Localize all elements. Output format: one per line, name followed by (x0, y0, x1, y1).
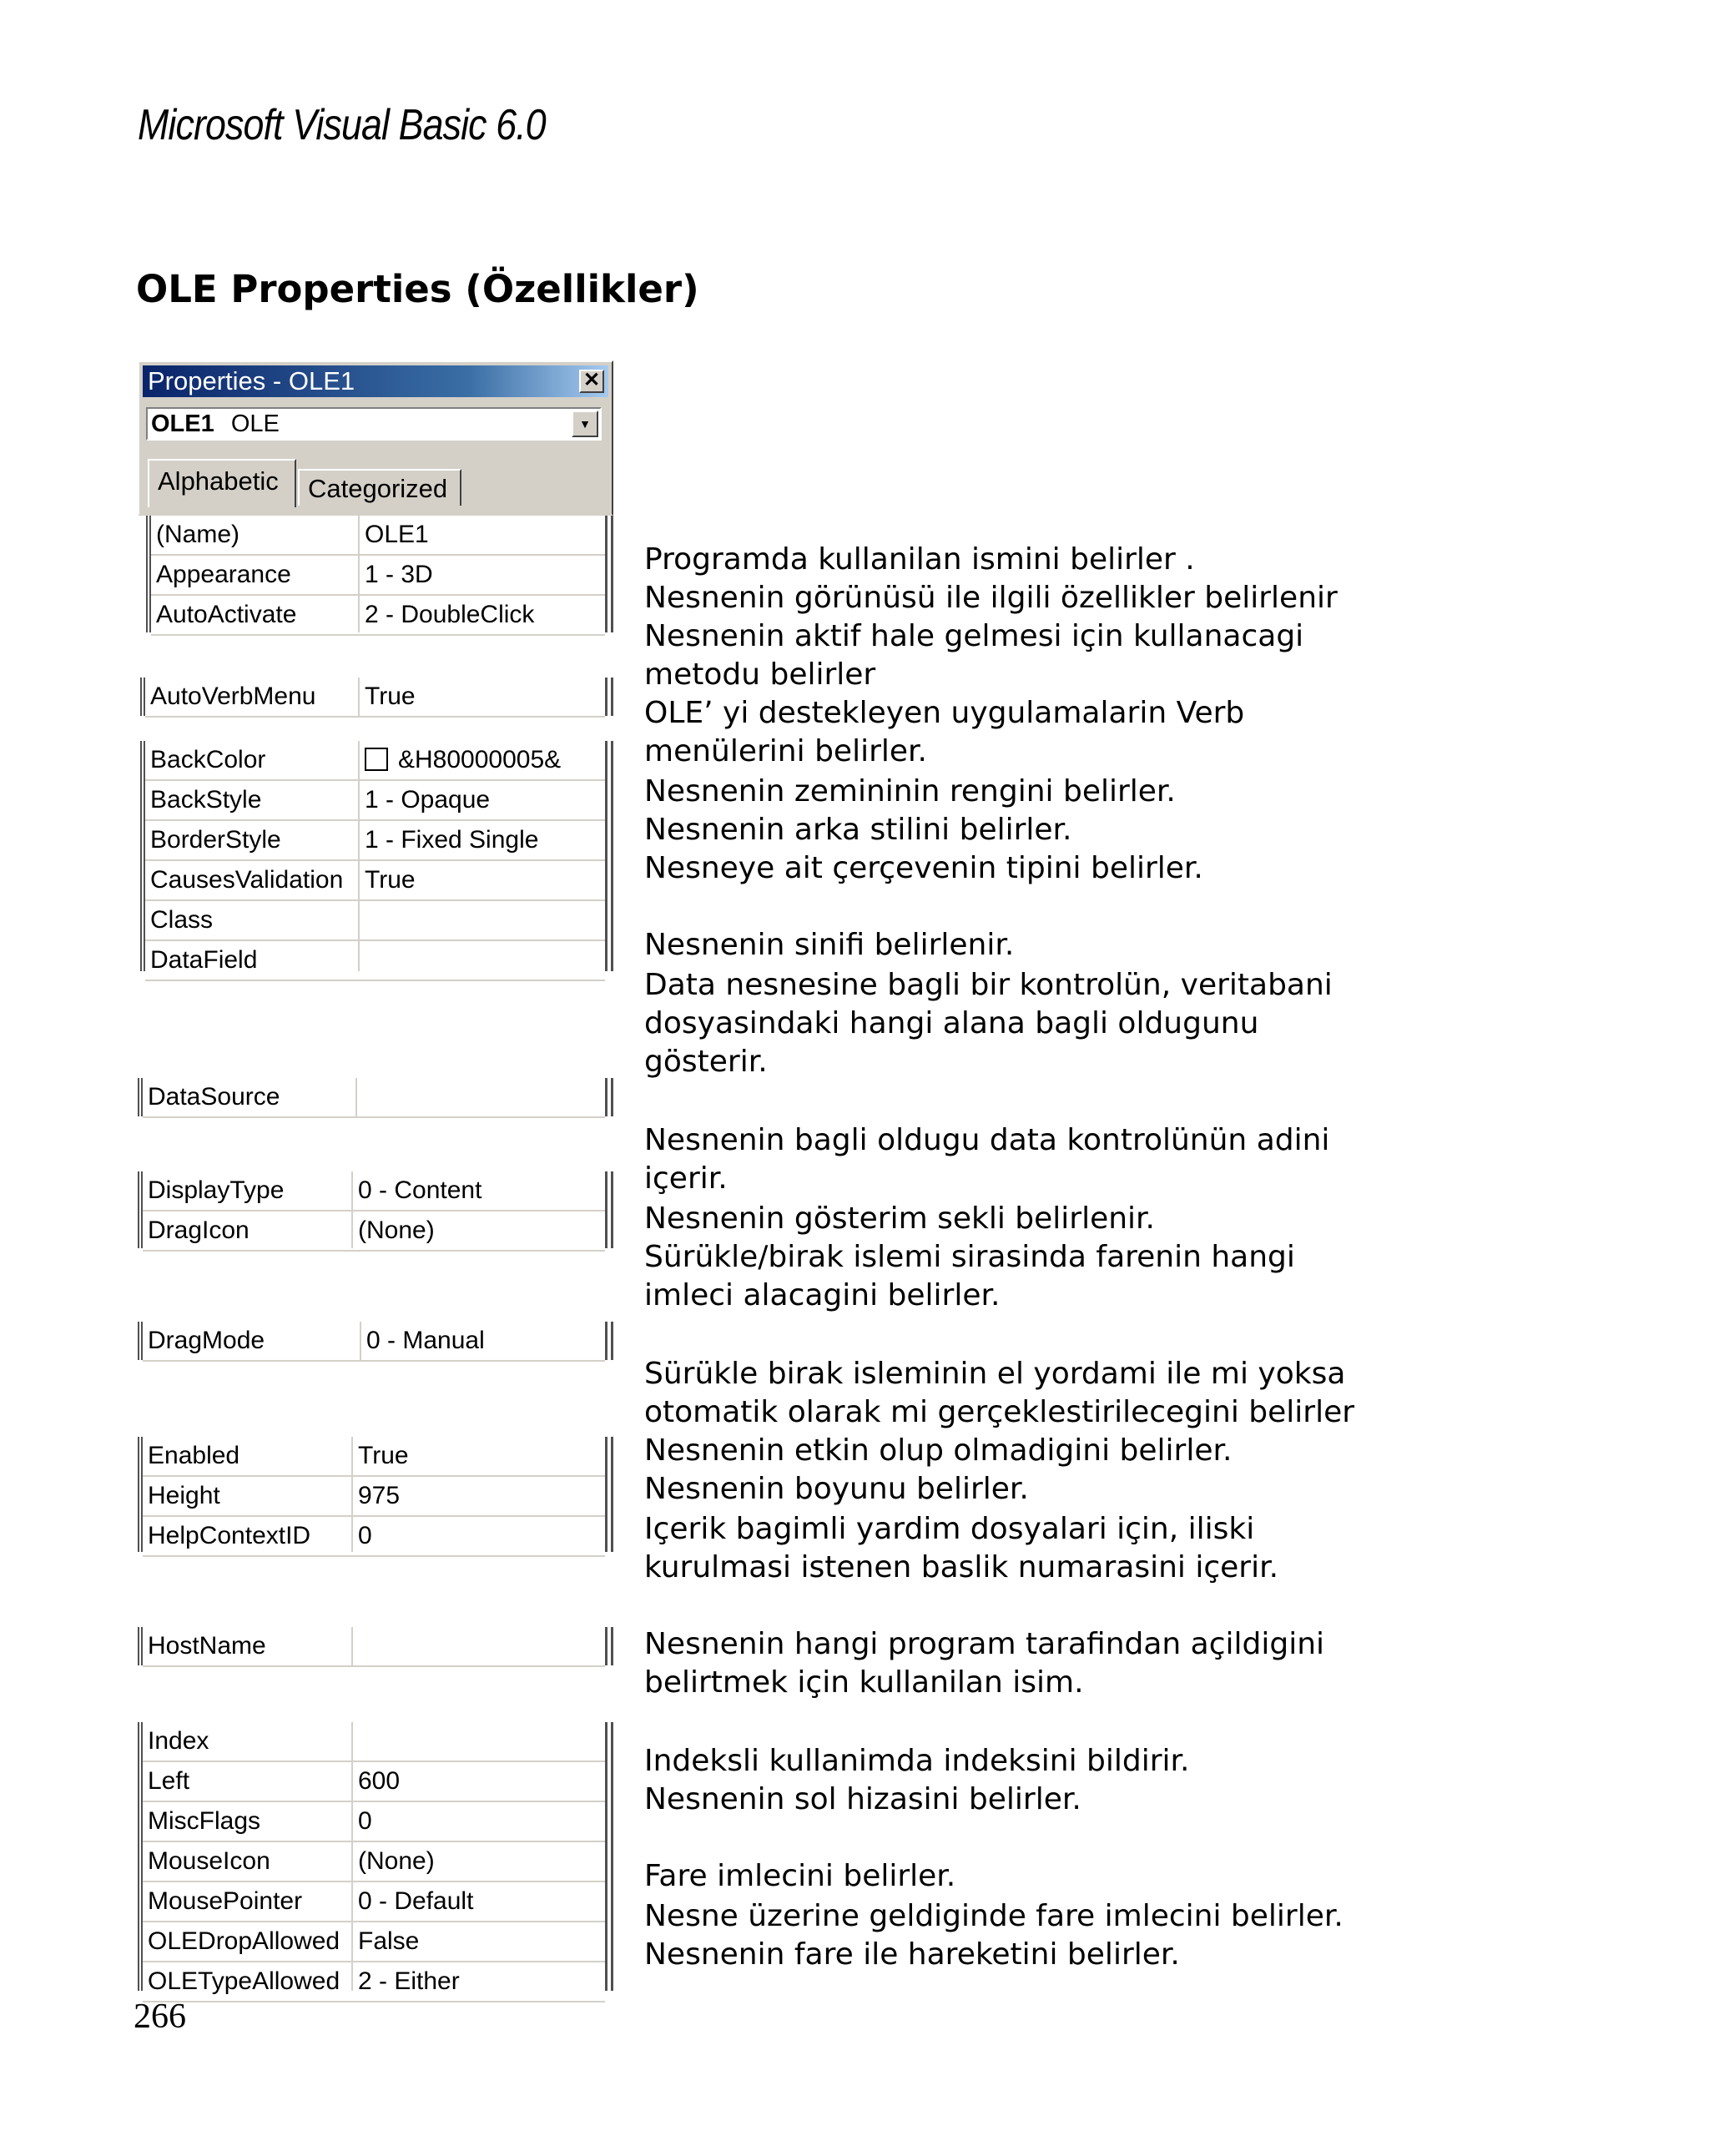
property-row[interactable] (143, 1078, 605, 1118)
description-line: gösterir. (644, 1045, 768, 1079)
property-value[interactable]: 1 - Opaque (365, 786, 491, 814)
property-row[interactable] (143, 1171, 605, 1211)
property-name: BackStyle (150, 786, 262, 814)
property-name: HelpContextID (148, 1522, 311, 1549)
description-line: Data nesnesine bagli bir kontrolün, veritabani (644, 968, 1333, 1002)
property-value[interactable]: False (358, 1927, 420, 1955)
property-value[interactable]: 1 - Fixed Single (365, 826, 539, 854)
property-row[interactable] (151, 556, 605, 596)
property-name: Class (150, 906, 214, 934)
description-line: Nesnenin boyunu belirler. (644, 1472, 1029, 1506)
tab-categorized[interactable]: Categorized (298, 469, 461, 506)
property-name: MiscFlags (148, 1807, 261, 1835)
object-selector[interactable] (146, 407, 602, 441)
property-row[interactable] (143, 1922, 605, 1962)
property-value-text: &H80000005& (398, 746, 562, 773)
description-line: metodu belirler (644, 657, 876, 692)
description-line: Nesnenin aktif hale gelmesi için kullanacagi (644, 619, 1304, 653)
property-row[interactable] (145, 781, 605, 821)
description-line: Indeksli kullanimda indeksini bildirir. (644, 1744, 1190, 1778)
property-row[interactable] (143, 1842, 605, 1882)
property-row[interactable] (143, 1762, 605, 1802)
property-name: AutoActivate (156, 601, 297, 628)
property-name: HostName (148, 1632, 266, 1660)
description-line: Nesnenin fare ile hareketini belirler. (644, 1937, 1180, 1972)
description-line: OLE’ yi destekleyen uygulamalarin Verb (644, 696, 1245, 730)
property-value[interactable]: 975 (358, 1482, 401, 1509)
description-line: Nesneye ait çerçevenin tipini belirler. (644, 851, 1203, 885)
property-value[interactable]: OLE1 (365, 521, 429, 548)
property-row[interactable] (145, 741, 605, 781)
property-grid-segment (138, 1078, 613, 1116)
property-name: CausesValidation (150, 866, 344, 894)
description-line: Nesnenin hangi program tarafindan açildigini (644, 1627, 1325, 1661)
description-line: Nesnenin sinifi belirlenir. (644, 928, 1015, 962)
property-row[interactable] (145, 941, 605, 981)
property-row[interactable] (143, 1477, 605, 1517)
property-name: DataField (150, 946, 258, 974)
close-icon[interactable]: ✕ (579, 370, 604, 393)
description-line: Programda kullanilan ismini belirler . (644, 542, 1195, 577)
property-name: DataSource (148, 1083, 280, 1111)
property-grid-segment (140, 678, 613, 716)
property-row[interactable] (145, 678, 605, 718)
property-name: OLETypeAllowed (148, 1967, 340, 1995)
description-line: belirtmek için kullanilan isim. (644, 1665, 1084, 1700)
property-row[interactable] (143, 1211, 605, 1252)
property-name: Left (148, 1767, 190, 1795)
running-header: Microsoft Visual Basic 6.0 (138, 101, 546, 149)
property-value[interactable]: (None) (358, 1847, 435, 1875)
property-row[interactable] (151, 596, 605, 636)
window-title: Properties - OLE1 (148, 366, 355, 395)
property-grid-segment (138, 1437, 613, 1552)
description-line: imleci alacagini belirler. (644, 1278, 1001, 1312)
tab-alphabetic[interactable]: Alphabetic (148, 459, 296, 507)
property-name: OLEDropAllowed (148, 1927, 340, 1955)
property-row[interactable] (143, 1882, 605, 1922)
property-name: Height (148, 1482, 220, 1509)
description-line: Nesnenin sol hizasini belirler. (644, 1782, 1081, 1816)
property-row[interactable] (145, 821, 605, 861)
property-name: MousePointer (148, 1887, 303, 1915)
property-value[interactable]: True (365, 866, 416, 894)
property-row[interactable] (143, 1627, 605, 1667)
property-name: Enabled (148, 1442, 240, 1469)
property-row[interactable] (143, 1322, 605, 1362)
property-value[interactable]: 2 - Either (358, 1967, 460, 1995)
section-title: OLE Properties (Özellikler) (136, 267, 699, 311)
property-name: DragIcon (148, 1217, 250, 1244)
property-grid-segment (140, 741, 613, 974)
property-grid-segment (138, 1627, 613, 1665)
color-swatch (365, 748, 388, 771)
description-line: otomatik olarak mi gerçeklestirilecegini belirler (644, 1395, 1355, 1429)
property-row[interactable] (143, 1722, 605, 1762)
description-line: Nesnenin zemininin rengini belirler. (644, 774, 1176, 808)
description-line: Sürükle birak isleminin el yordami ile mi yoksa (644, 1357, 1346, 1391)
property-name: MouseIcon (148, 1847, 270, 1875)
property-row[interactable] (151, 516, 605, 556)
property-name: BackColor (150, 746, 266, 773)
property-value[interactable]: 0 - Manual (366, 1327, 485, 1354)
property-row[interactable] (145, 861, 605, 901)
property-grid-segment (138, 1171, 613, 1248)
description-line: Nesne üzerine geldiginde fare imlecini belirler. (644, 1899, 1344, 1933)
property-grid-segment (138, 1322, 613, 1360)
property-grid-segment (146, 516, 613, 632)
object-name: OLE1 (151, 411, 214, 437)
property-value[interactable]: (None) (358, 1217, 435, 1244)
properties-window (138, 360, 613, 516)
property-value[interactable]: 0 - Default (358, 1887, 474, 1915)
property-value[interactable]: 0 (358, 1522, 372, 1549)
property-value[interactable] (365, 746, 561, 774)
description-line: Nesnenin bagli oldugu data kontrolünün adini (644, 1123, 1330, 1157)
window-titlebar[interactable] (143, 365, 608, 397)
property-value[interactable]: True (365, 683, 416, 710)
description-line: kurulmasi istenen baslik numarasini içerir. (644, 1550, 1279, 1584)
description-line: Nesnenin görünüsü ile ilgili özellikler belirlenir (644, 581, 1338, 615)
object-type: OLE (230, 411, 280, 437)
page-number: 266 (134, 1997, 186, 2036)
description-line: dosyasindaki hangi alana bagli oldugunu (644, 1006, 1259, 1040)
property-name: DisplayType (148, 1176, 285, 1204)
property-row[interactable] (143, 1517, 605, 1557)
chevron-down-icon[interactable]: ▼ (572, 411, 598, 437)
property-name: Index (148, 1727, 209, 1755)
description-line: Fare imlecini belirler. (644, 1859, 956, 1893)
description-line: menülerini belirler. (644, 734, 927, 768)
property-value[interactable]: 0 (358, 1807, 372, 1835)
property-row[interactable] (143, 1962, 605, 2002)
property-name: AutoVerbMenu (150, 683, 316, 710)
property-name: BorderStyle (150, 826, 281, 854)
description-line: Sürükle/birak islemi sirasinda farenin hangi (644, 1240, 1295, 1274)
property-name: Appearance (156, 561, 291, 588)
description-line: Içerik bagimli yardim dosyalari için, iliski (644, 1512, 1255, 1546)
property-value[interactable]: 1 - 3D (365, 561, 433, 588)
property-value[interactable]: 0 - Content (358, 1176, 482, 1204)
property-row[interactable] (145, 901, 605, 941)
property-name: (Name) (156, 521, 240, 548)
property-name: DragMode (148, 1327, 265, 1354)
property-grid-segment (138, 1722, 613, 1995)
property-row[interactable] (143, 1802, 605, 1842)
description-line: Nesnenin gösterim sekli belirlenir. (644, 1201, 1155, 1236)
property-value[interactable]: 600 (358, 1767, 401, 1795)
description-line: Nesnenin etkin olup olmadigini belirler. (644, 1433, 1233, 1468)
description-line: içerir. (644, 1161, 728, 1196)
property-value[interactable]: True (358, 1442, 409, 1469)
property-value[interactable]: 2 - DoubleClick (365, 601, 535, 628)
description-line: Nesnenin arka stilini belirler. (644, 813, 1072, 847)
property-row[interactable] (143, 1437, 605, 1477)
